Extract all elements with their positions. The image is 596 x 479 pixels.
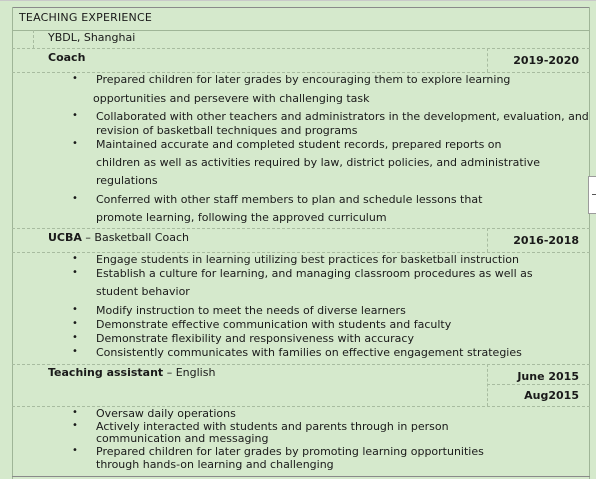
list-item-continuation: communication and messaging [96, 432, 269, 445]
job-dates-ucba: 2016-2018 [513, 234, 579, 247]
list-item: Modify instruction to meet the needs of diverse learners [96, 304, 406, 317]
section-title: TEACHING EXPERIENCE [19, 11, 153, 24]
bullet-icon: • [72, 138, 78, 149]
list-item: Prepared children for later grades by promoting learning opportunities [96, 445, 484, 458]
list-item: Consistently communicates with families on effective engagement strategies [96, 346, 522, 359]
bullet-icon: • [72, 253, 78, 264]
section-top-rule [12, 7, 590, 8]
margin-handle[interactable] [588, 176, 596, 214]
bullet-icon: • [72, 445, 78, 456]
bullet-icon: • [72, 267, 78, 278]
bullet-icon: • [72, 304, 78, 315]
list-item: Conferred with other staff members to plan and schedule lessons that [96, 193, 483, 206]
list-item: Establish a culture for learning, and managing classroom procedures as well as [96, 267, 533, 280]
row-divider [12, 48, 590, 49]
job-dates-coach: 2019-2020 [513, 54, 579, 67]
row-divider [12, 364, 590, 365]
list-item-continuation: through hands-on learning and challenging [96, 458, 334, 471]
job-title: Basketball Coach [94, 231, 189, 244]
bullet-icon: • [72, 420, 78, 431]
section-bottom-rule [12, 476, 590, 477]
list-item: Demonstrate flexibility and responsiveness with accuracy [96, 332, 414, 345]
list-item: Prepared children for later grades by encouraging them to explore learning [96, 73, 511, 86]
list-item-continuation: regulations [96, 174, 158, 187]
date-cell-divider [487, 364, 488, 406]
right-border-upper [589, 7, 590, 177]
separator: – [81, 231, 95, 244]
indent-guide [33, 30, 34, 48]
job-title: Teaching assistant [48, 366, 164, 379]
list-item-continuation: children as well as activities required by law, district policies, and administrative [96, 156, 540, 169]
subject: English [175, 366, 216, 379]
job-title-coach: Coach [48, 51, 86, 64]
list-item-continuation: opportunities and persevere with challenging task [93, 92, 370, 105]
list-item: Maintained accurate and completed student records, prepared reports on [96, 138, 502, 151]
job-heading-ucba [48, 231, 189, 244]
job-date-start: June 2015 [517, 370, 579, 383]
bullet-icon: • [72, 110, 78, 121]
bullet-icon: • [72, 407, 78, 418]
date-cell-split [487, 384, 590, 385]
employer-location: YBDL, Shanghai [48, 31, 136, 44]
left-border [12, 7, 13, 479]
list-item: Oversaw daily operations [96, 407, 236, 420]
top-border [0, 0, 596, 1]
list-item-continuation: promote learning, following the approved curriculum [96, 211, 387, 224]
bullet-icon: • [72, 193, 78, 204]
bullet-icon: • [72, 318, 78, 329]
list-item: Collaborated with other teachers and administrators in the development, evaluation, and [96, 110, 589, 123]
employer-name: UCBA [48, 231, 82, 244]
row-divider [12, 228, 590, 229]
bullet-icon: • [72, 332, 78, 343]
list-item: Actively interacted with students and parents through in person [96, 420, 449, 433]
list-item-continuation: student behavior [96, 285, 190, 298]
list-item: Demonstrate effective communication with students and faculty [96, 318, 452, 331]
date-cell-divider [487, 48, 488, 72]
separator: – [163, 366, 176, 379]
job-date-end: Aug2015 [524, 389, 579, 402]
bullet-icon: • [72, 73, 78, 84]
list-item-continuation: revision of basketball techniques and programs [96, 124, 358, 137]
date-cell-divider [487, 228, 488, 252]
job-heading-teaching-assistant [48, 366, 215, 379]
list-item: Engage students in learning utilizing best practices for basketball instruction [96, 253, 519, 266]
bullet-icon: • [72, 346, 78, 357]
